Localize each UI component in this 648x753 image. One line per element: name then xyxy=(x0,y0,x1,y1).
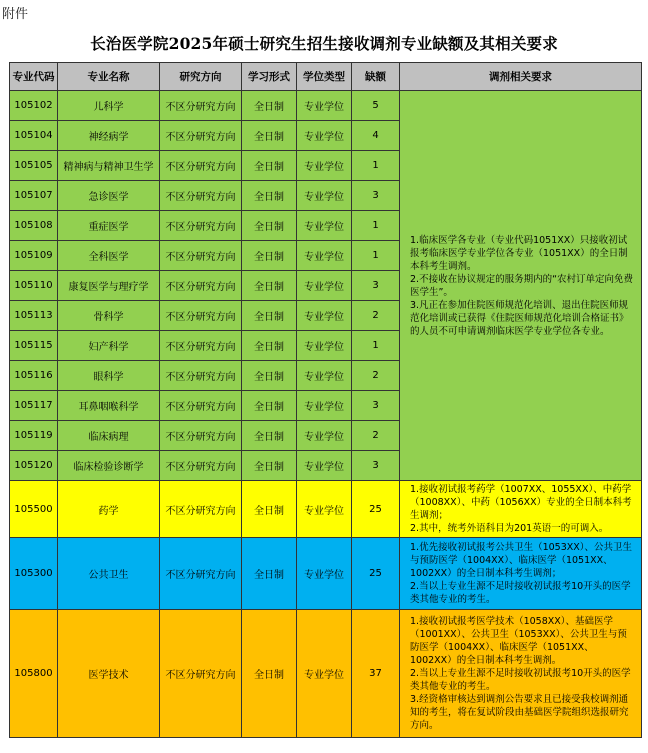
requirement-item: 2.当以上专业生源不足时接收初试报考10开头的医学类其他专业的考生。 xyxy=(410,581,631,605)
col-header-vacancy: 缺额 xyxy=(352,63,400,91)
cell-name: 临床病理 xyxy=(58,421,160,451)
cell-mode: 全日制 xyxy=(242,421,297,451)
cell-vacancy: 1 xyxy=(352,211,400,241)
cell-name: 公共卫生 xyxy=(58,538,160,610)
requirement-item: 1.接收初试报考药学（1007XX、1055XX）、中药学（1008XX）、中药（1056XX）专业的全日制本科考生调剂； xyxy=(410,484,632,521)
cell-code: 105102 xyxy=(10,91,58,121)
cell-direction: 不区分研究方向 xyxy=(160,181,242,211)
cell-name: 康复医学与理疗学 xyxy=(58,271,160,301)
cell-code: 105108 xyxy=(10,211,58,241)
clinical-requirements xyxy=(400,91,642,481)
cell-direction: 不区分研究方向 xyxy=(160,481,242,538)
public-health-requirements xyxy=(400,538,642,610)
cell-name: 全科医学 xyxy=(58,241,160,271)
cell-vacancy: 25 xyxy=(352,481,400,538)
cell-name: 眼科学 xyxy=(58,361,160,391)
cell-degree: 专业学位 xyxy=(297,421,352,451)
cell-degree: 专业学位 xyxy=(297,121,352,151)
requirement-item: 1.临床医学各专业（专业代码1051XX）只接收初试报考临床医学专业学位各专业（1051XX）的全日制本科考生调剂。 xyxy=(410,234,628,272)
cell-direction: 不区分研究方向 xyxy=(160,538,242,610)
cell-degree: 专业学位 xyxy=(297,391,352,421)
vacancy-table xyxy=(9,62,642,738)
medical-technology-requirements xyxy=(400,610,642,738)
cell-direction: 不区分研究方向 xyxy=(160,241,242,271)
cell-name: 重症医学 xyxy=(58,211,160,241)
cell-direction: 不区分研究方向 xyxy=(160,151,242,181)
cell-vacancy: 37 xyxy=(352,610,400,738)
cell-code: 105105 xyxy=(10,151,58,181)
cell-code: 105113 xyxy=(10,301,58,331)
cell-code: 105109 xyxy=(10,241,58,271)
cell-mode: 全日制 xyxy=(242,391,297,421)
cell-vacancy: 5 xyxy=(352,91,400,121)
cell-degree: 专业学位 xyxy=(297,481,352,538)
cell-degree: 专业学位 xyxy=(297,241,352,271)
cell-vacancy: 25 xyxy=(352,538,400,610)
cell-mode: 全日制 xyxy=(242,151,297,181)
cell-direction: 不区分研究方向 xyxy=(160,91,242,121)
cell-direction: 不区分研究方向 xyxy=(160,361,242,391)
cell-name: 药学 xyxy=(58,481,160,538)
cell-code: 105116 xyxy=(10,361,58,391)
table-row-public-health xyxy=(10,538,642,610)
cell-code: 105107 xyxy=(10,181,58,211)
cell-vacancy: 2 xyxy=(352,421,400,451)
cell-direction: 不区分研究方向 xyxy=(160,271,242,301)
cell-degree: 专业学位 xyxy=(297,331,352,361)
table-row-medical-technology xyxy=(10,610,642,738)
cell-degree: 专业学位 xyxy=(297,610,352,738)
requirement-item: 2.不接收在协议规定的服务期内的“农村订单定向免费医学生”。 xyxy=(410,273,633,298)
cell-code: 105115 xyxy=(10,331,58,361)
cell-degree: 专业学位 xyxy=(297,538,352,610)
cell-mode: 全日制 xyxy=(242,361,297,391)
cell-name: 医学技术 xyxy=(58,610,160,738)
cell-vacancy: 2 xyxy=(352,301,400,331)
cell-degree: 专业学位 xyxy=(297,271,352,301)
pharmacy-requirements xyxy=(400,481,642,538)
requirement-item: 3.凡正在参加住院医师规范化培训、退出住院医师规范化培训或已获得《住院医师规范化培训合格证书》的人员不可申请调剂临床医学专业学位各专业。 xyxy=(410,299,629,337)
cell-direction: 不区分研究方向 xyxy=(160,211,242,241)
attachment-label: 附件 xyxy=(2,7,29,22)
table-row xyxy=(10,91,642,121)
cell-code: 105119 xyxy=(10,421,58,451)
col-header-degree: 学位类型 xyxy=(297,63,352,91)
cell-name: 精神病与精神卫生学 xyxy=(58,151,160,181)
table-row-pharmacy xyxy=(10,481,642,538)
cell-vacancy: 3 xyxy=(352,451,400,481)
cell-code: 105500 xyxy=(10,481,58,538)
cell-code: 105104 xyxy=(10,121,58,151)
cell-degree: 专业学位 xyxy=(297,451,352,481)
cell-mode: 全日制 xyxy=(242,538,297,610)
cell-degree: 专业学位 xyxy=(297,361,352,391)
cell-code: 105300 xyxy=(10,538,58,610)
col-header-requirements: 调剂相关要求 xyxy=(400,63,642,91)
page-title: 长治医学院2025年硕士研究生招生接收调剂专业缺额及其相关要求 xyxy=(90,34,558,53)
cell-name: 骨科学 xyxy=(58,301,160,331)
cell-vacancy: 1 xyxy=(352,151,400,181)
cell-vacancy: 3 xyxy=(352,391,400,421)
cell-vacancy: 1 xyxy=(352,331,400,361)
cell-vacancy: 2 xyxy=(352,361,400,391)
cell-vacancy: 3 xyxy=(352,181,400,211)
cell-name: 神经病学 xyxy=(58,121,160,151)
cell-direction: 不区分研究方向 xyxy=(160,121,242,151)
col-header-code: 专业代码 xyxy=(10,63,58,91)
cell-mode: 全日制 xyxy=(242,331,297,361)
cell-direction: 不区分研究方向 xyxy=(160,610,242,738)
cell-vacancy: 4 xyxy=(352,121,400,151)
cell-degree: 专业学位 xyxy=(297,211,352,241)
cell-mode: 全日制 xyxy=(242,301,297,331)
requirement-item: 2.其中，统考外语科目为201英语一的可调入。 xyxy=(410,523,609,534)
cell-mode: 全日制 xyxy=(242,271,297,301)
col-header-mode: 学习形式 xyxy=(242,63,297,91)
cell-mode: 全日制 xyxy=(242,481,297,538)
cell-direction: 不区分研究方向 xyxy=(160,421,242,451)
requirement-item: 2.当以上专业生源不足时接收初试报考10开头的医学类其他专业的考生。 xyxy=(410,668,631,692)
cell-mode: 全日制 xyxy=(242,91,297,121)
cell-code: 105800 xyxy=(10,610,58,738)
cell-code: 105120 xyxy=(10,451,58,481)
cell-degree: 专业学位 xyxy=(297,151,352,181)
table-header-row xyxy=(10,63,642,91)
cell-mode: 全日制 xyxy=(242,610,297,738)
cell-mode: 全日制 xyxy=(242,121,297,151)
cell-degree: 专业学位 xyxy=(297,301,352,331)
col-header-name: 专业名称 xyxy=(58,63,160,91)
col-header-direction: 研究方向 xyxy=(160,63,242,91)
cell-code: 105117 xyxy=(10,391,58,421)
cell-mode: 全日制 xyxy=(242,181,297,211)
cell-name: 儿科学 xyxy=(58,91,160,121)
cell-name: 妇产科学 xyxy=(58,331,160,361)
cell-mode: 全日制 xyxy=(242,211,297,241)
cell-vacancy: 1 xyxy=(352,241,400,271)
cell-direction: 不区分研究方向 xyxy=(160,331,242,361)
requirement-item: 3.经资格审核达到调剂公告要求且已接受我校调剂通知的考生，将在复试阶段由基础医学院组织选报研究方向。 xyxy=(410,694,629,731)
cell-direction: 不区分研究方向 xyxy=(160,301,242,331)
requirement-item: 1.接收初试报考医学技术（1058XX）、基础医学（1001XX）、公共卫生（1053XX）、公共卫生与预防医学（1004XX）、临床医学（1051XX、1002XX）的全日制本科考生调剂。 xyxy=(410,616,627,666)
requirement-item: 1.优先接收初试报考公共卫生（1053XX）、公共卫生与预防医学（1004XX）、临床医学（1051XX、1002XX）的全日制本科考生调剂； xyxy=(410,542,633,579)
cell-code: 105110 xyxy=(10,271,58,301)
cell-direction: 不区分研究方向 xyxy=(160,391,242,421)
cell-name: 临床检验诊断学 xyxy=(58,451,160,481)
cell-mode: 全日制 xyxy=(242,241,297,271)
cell-vacancy: 3 xyxy=(352,271,400,301)
cell-name: 耳鼻咽喉科学 xyxy=(58,391,160,421)
cell-name: 急诊医学 xyxy=(58,181,160,211)
cell-mode: 全日制 xyxy=(242,451,297,481)
cell-degree: 专业学位 xyxy=(297,91,352,121)
cell-degree: 专业学位 xyxy=(297,181,352,211)
cell-direction: 不区分研究方向 xyxy=(160,451,242,481)
